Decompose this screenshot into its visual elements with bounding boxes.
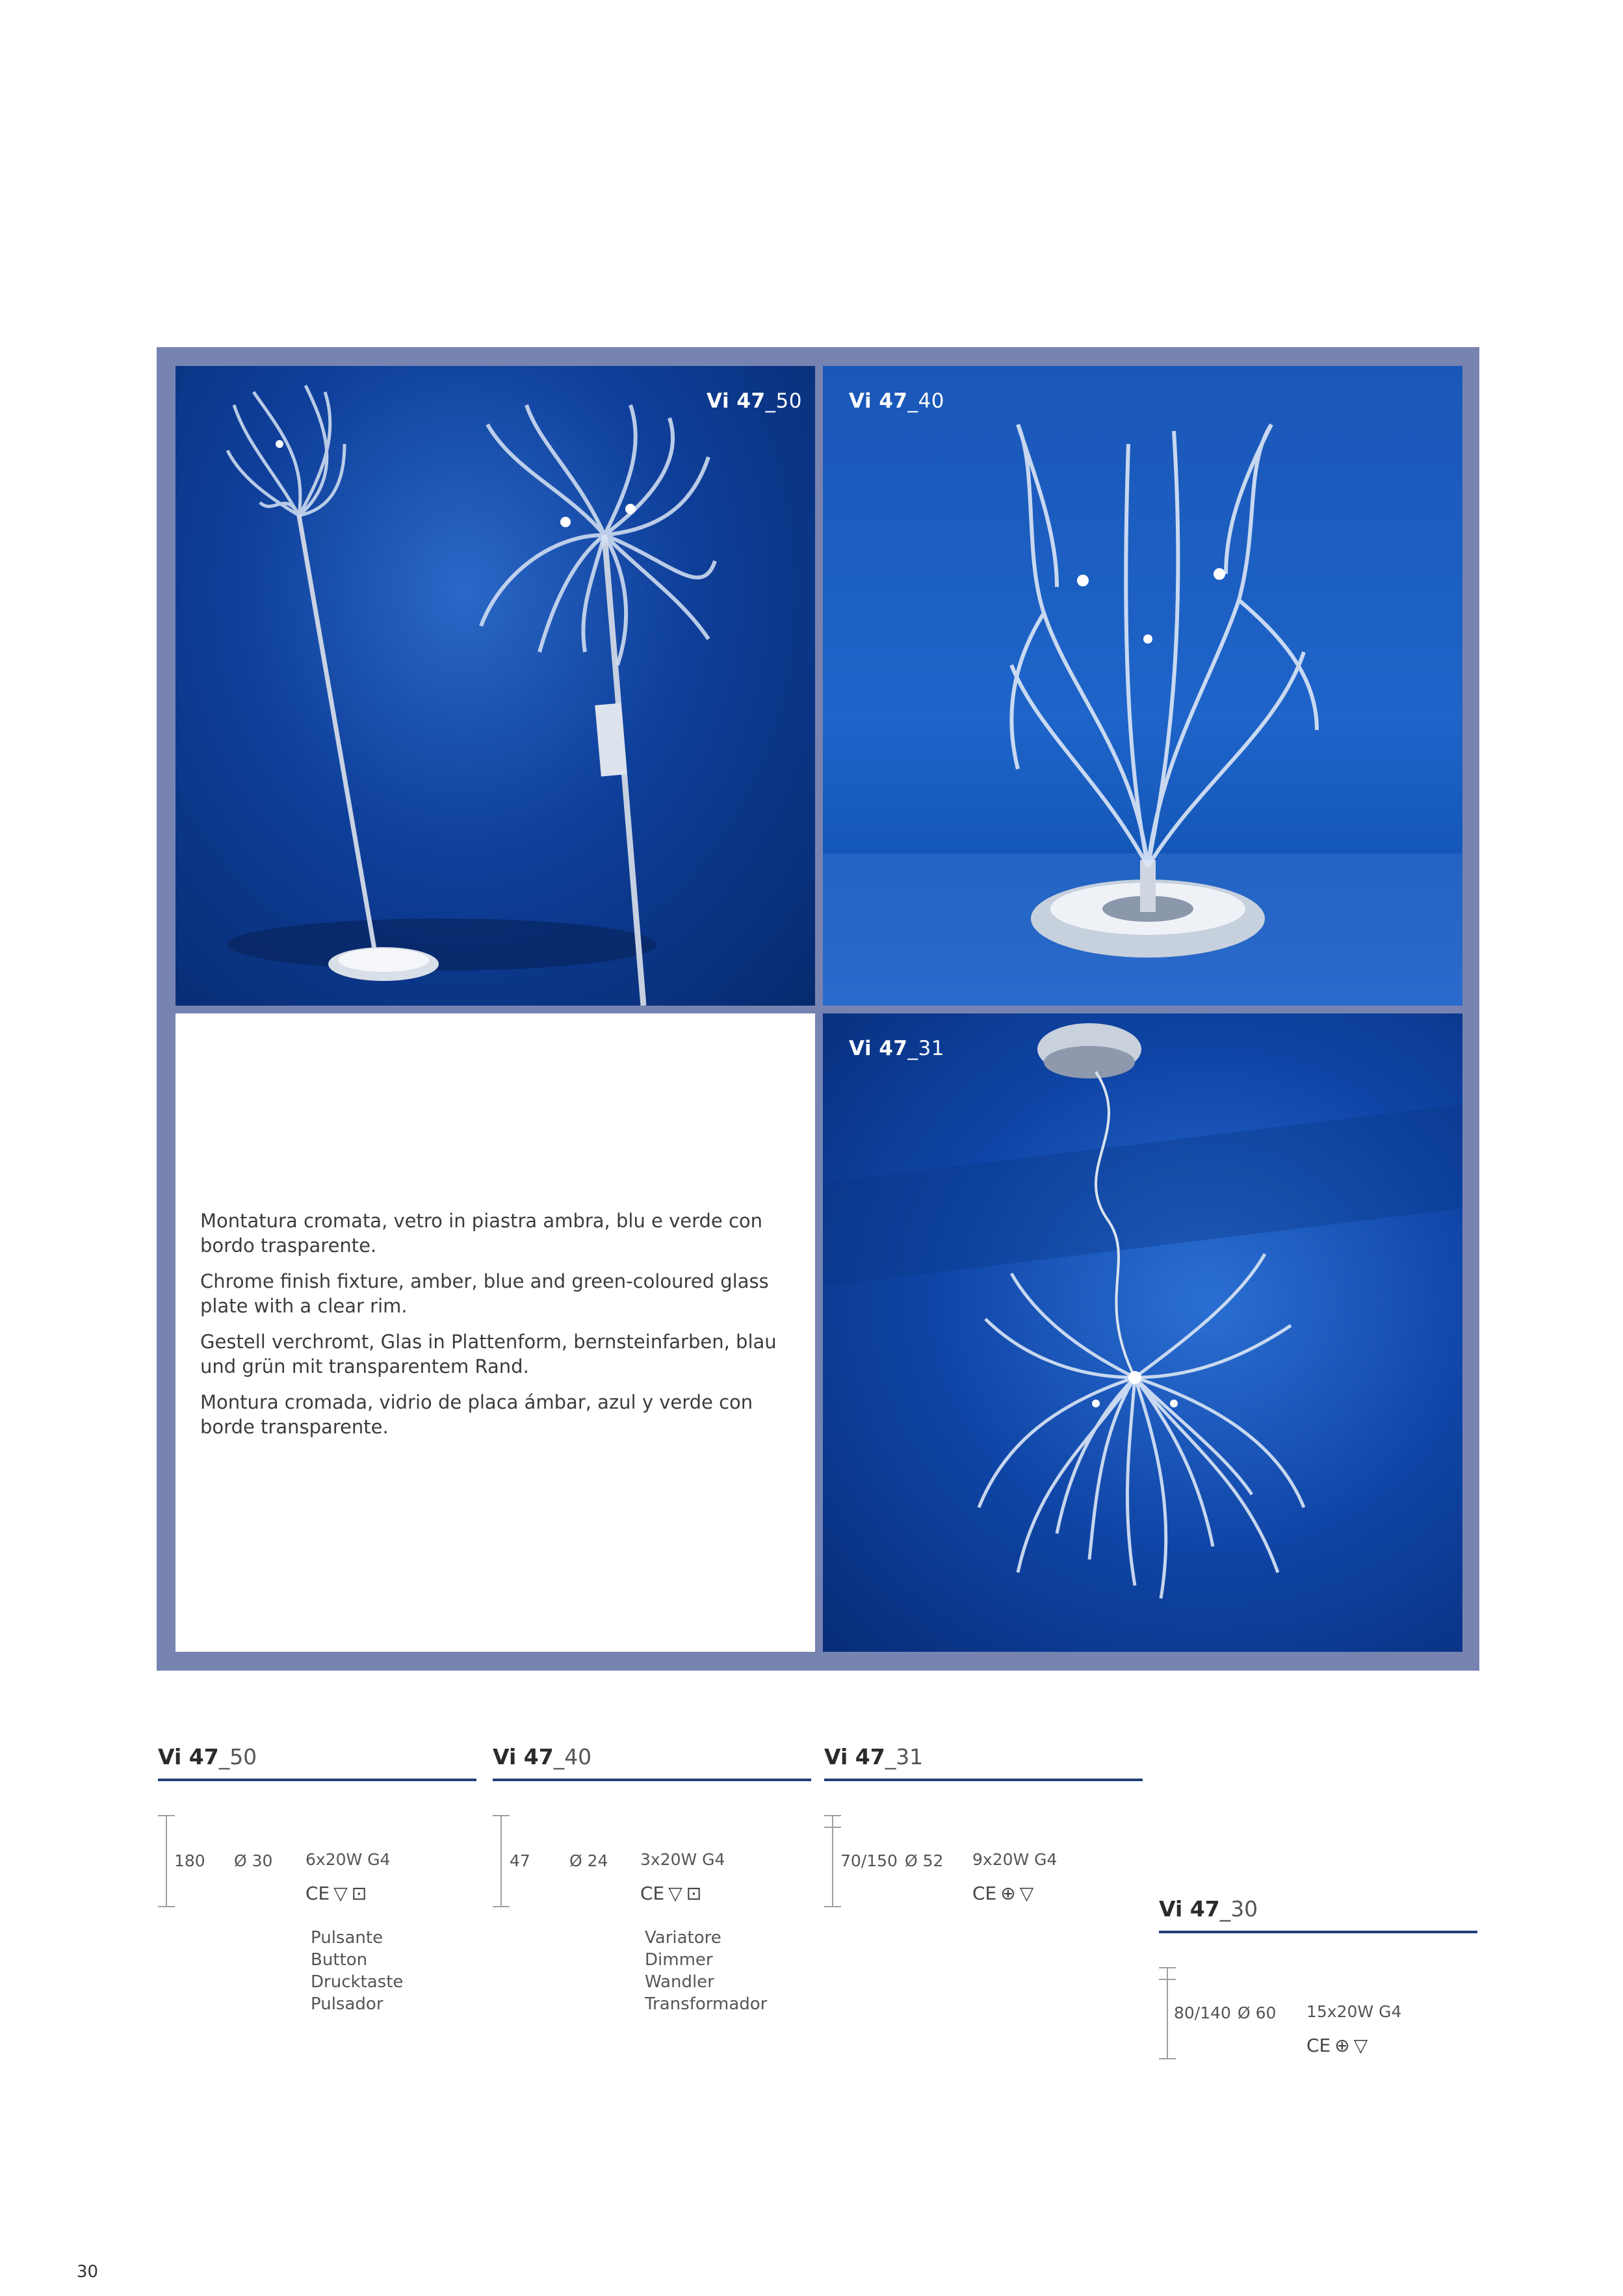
suspension-lamp-illustration (823, 1013, 1462, 1652)
switch-type-list: Pulsante Button Drucktaste Pulsador (311, 1928, 404, 2014)
photo-label: Vi 47_31 (849, 1037, 944, 1060)
description-panel (175, 1013, 815, 1652)
f-mark-icon: ▽ (1019, 1883, 1034, 1904)
photo-label: Vi 47_50 (707, 389, 802, 413)
certification-icons (972, 1883, 1037, 1904)
page-number: 30 (77, 2262, 99, 2282)
ce-mark-icon: CE (1306, 2035, 1331, 2056)
ce-mark-icon: CE (305, 1883, 330, 1904)
photo-vi47-40 (823, 366, 1462, 1006)
description-es: Montura cromada, vidrio de placa ámbar, azul y verde con borde transparente. (200, 1391, 753, 1438)
spec-diameter: Ø 60 (1238, 2003, 1277, 2022)
product-title: Vi 47_30 (1159, 1896, 1477, 1933)
description-en: Chrome finish fixture, amber, blue and green-coloured glass plate with a clear rim. (200, 1270, 769, 1317)
height-dimension-icon (824, 1815, 841, 1907)
product-photo-grid (157, 347, 1479, 1671)
floor-lamp-illustration (175, 366, 815, 1006)
description-it: Montatura cromata, vetro in piastra ambra, blu e verde con bordo trasparente. (200, 1210, 763, 1257)
product-spec-vi47-50 (158, 1744, 476, 1781)
height-dimension-icon (158, 1815, 175, 1907)
certification-icons (640, 1883, 705, 1904)
product-title: Vi 47_31 (824, 1744, 1143, 1781)
description-de: Gestell verchromt, Glas in Plattenform, bernsteinfarben, blau und grün mit transparentem Rand. (200, 1331, 777, 1377)
spec-bulbs: 15x20W G4 (1306, 2002, 1402, 2021)
product-title: Vi 47_50 (158, 1744, 476, 1781)
switch-type-list: Variatore Dimmer Wandler Transformador (645, 1928, 768, 2014)
photo-label: Vi 47_40 (849, 389, 944, 413)
f-mark-icon: ▽ (333, 1883, 348, 1904)
spec-height: 180 (174, 1851, 205, 1870)
ce-mark-icon: CE (972, 1883, 997, 1904)
spec-diameter: Ø 30 (234, 1851, 273, 1870)
f-mark-icon: ▽ (1353, 2035, 1368, 2056)
spec-diameter: Ø 24 (569, 1851, 608, 1870)
double-insulation-icon: ⊡ (351, 1883, 367, 1904)
table-lamp-illustration (823, 366, 1462, 1006)
ground-mark-icon: ⊕ (1000, 1883, 1016, 1904)
certification-icons (1306, 2035, 1371, 2056)
photo-vi47-31 (823, 1013, 1462, 1652)
spec-height: 47 (510, 1851, 530, 1870)
spec-bulbs: 6x20W G4 (305, 1850, 391, 1869)
spec-bulbs: 3x20W G4 (640, 1850, 725, 1869)
product-spec-vi47-30 (1159, 1896, 1477, 1933)
spec-diameter: Ø 52 (905, 1851, 944, 1870)
product-title: Vi 47_40 (493, 1744, 811, 1781)
certification-icons (305, 1883, 370, 1904)
ce-mark-icon: CE (640, 1883, 665, 1904)
double-insulation-icon: ⊡ (686, 1883, 702, 1904)
ground-mark-icon: ⊕ (1334, 2035, 1350, 2056)
f-mark-icon: ▽ (668, 1883, 682, 1904)
spec-height: 80/140 (1174, 2003, 1231, 2022)
photo-vi47-50 (175, 366, 815, 1006)
description-list (200, 1208, 785, 1450)
spec-height: 70/150 (840, 1851, 898, 1870)
product-spec-vi47-40 (493, 1744, 811, 1781)
height-dimension-icon (493, 1815, 510, 1907)
spec-bulbs: 9x20W G4 (972, 1850, 1058, 1869)
product-spec-vi47-31 (824, 1744, 1143, 1781)
